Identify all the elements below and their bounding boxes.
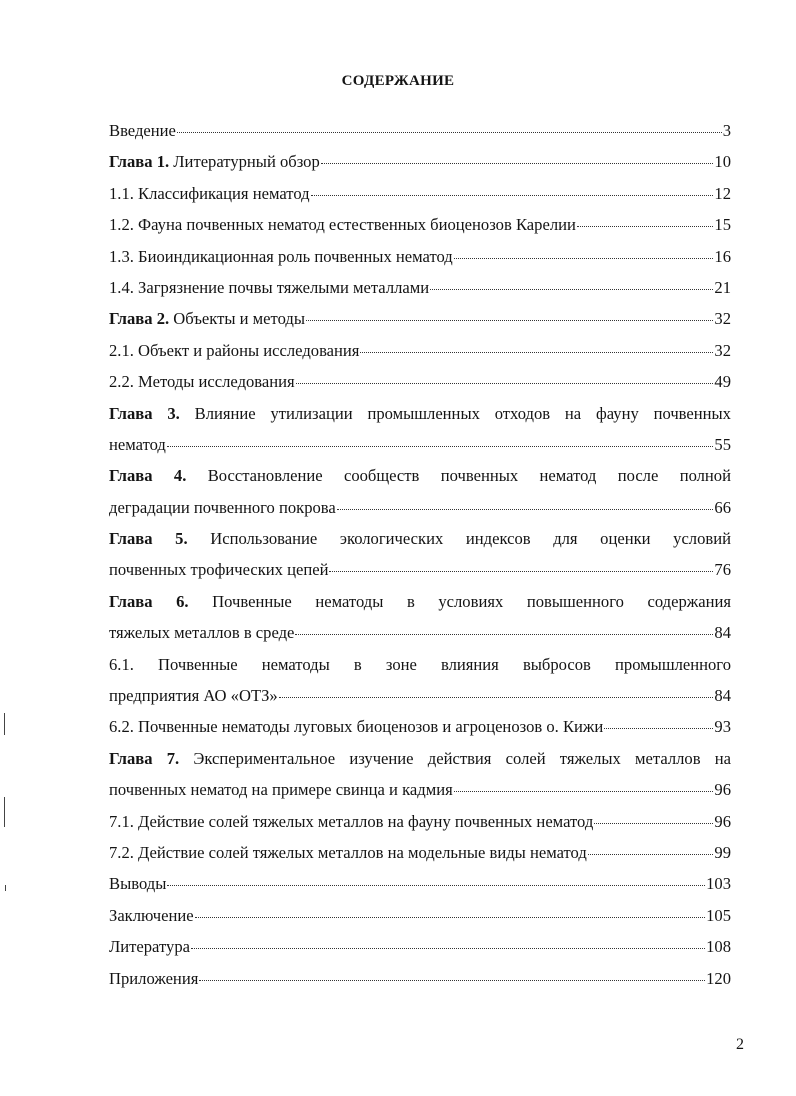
toc-leader-dots	[311, 195, 714, 196]
toc-entry-title: Использование экологических индексов для оценки условий	[187, 529, 731, 549]
toc-entry-page: 84	[714, 686, 731, 706]
toc-entry-chapter: Глава 1.	[109, 152, 170, 172]
toc-entry-page: 105	[706, 905, 731, 925]
toc-entry-title-cont: почвенных нематод на примере свинца и кадмия	[109, 780, 453, 800]
toc-entry-title: Объекты и методы	[169, 309, 305, 329]
toc-entry	[109, 181, 731, 212]
toc-entry-chapter: Глава 4.	[109, 466, 187, 486]
toc-entry	[109, 369, 731, 400]
toc-entry-line	[109, 557, 731, 588]
toc-entry	[109, 809, 731, 840]
toc-entry-page: 55	[714, 434, 731, 454]
toc-entry-title: 6.2. Почвенные нематоды луговых биоценозов и агроценозов о. Кижи	[109, 717, 604, 737]
toc-leader-dots	[594, 823, 713, 824]
toc-leader-dots	[604, 728, 713, 729]
toc-entry-line	[109, 589, 731, 620]
toc-entry-label	[109, 149, 320, 175]
toc-entry-label	[109, 934, 190, 960]
toc-entry-title-cont: почвенных трофических цепей	[109, 560, 329, 580]
toc-entry-page: 16	[714, 246, 731, 266]
toc-entry-title: 6.1. Почвенные нематоды в зоне влияния выбросов промышленного	[109, 654, 731, 674]
toc-leader-dots	[329, 571, 713, 572]
toc-entry-chapter: Глава 6.	[109, 591, 189, 611]
toc-entry-title: 7.2. Действие солей тяжелых металлов на модельные виды нематод	[109, 842, 587, 862]
toc-entry-label	[109, 338, 359, 364]
toc-entry	[109, 934, 731, 965]
toc-entry	[109, 871, 731, 902]
toc-entry	[109, 244, 731, 275]
toc-entry-page: 3	[722, 121, 731, 140]
toc-leader-dots	[195, 917, 705, 918]
toc-leader-dots	[306, 320, 713, 321]
toc-entry-page: 15	[714, 215, 731, 235]
toc-entry-line	[109, 463, 731, 494]
toc-entry-line	[109, 777, 731, 808]
toc-entry	[109, 966, 731, 997]
toc-entry-chapter: Глава 2.	[109, 309, 170, 329]
table-of-contents	[109, 118, 731, 997]
toc-entry-label	[109, 714, 603, 740]
toc-leader-dots	[199, 980, 705, 981]
toc-leader-dots	[279, 697, 714, 698]
toc-entry-page: 96	[714, 811, 731, 831]
toc-leader-dots	[454, 258, 714, 259]
toc-entry-title: Литература	[109, 937, 190, 957]
toc-entry-title: Восстановление сообществ почвенных нематод после полной	[186, 466, 731, 486]
toc-entry-page: 99	[714, 842, 731, 862]
toc-entry-label	[109, 871, 166, 897]
toc-leader-dots	[577, 226, 714, 227]
toc-entry-page: 49	[714, 372, 731, 392]
toc-entry-page: 32	[714, 309, 731, 329]
toc-entry-label	[109, 181, 310, 207]
toc-leader-dots	[430, 289, 713, 290]
toc-entry-line	[109, 526, 731, 557]
toc-entry-page: 93	[714, 717, 731, 737]
toc-leader-dots	[295, 634, 713, 635]
toc-entry-line	[109, 620, 731, 651]
toc-leader-dots	[454, 791, 714, 792]
toc-entry-page: 103	[706, 874, 731, 894]
toc-entry-title: Литературный обзор	[169, 152, 320, 172]
toc-entry-title: Экспериментальное изучение действия солей тяжелых металлов на	[179, 748, 731, 768]
toc-entry-chapter: Глава 5.	[109, 529, 188, 549]
toc-entry-page: 76	[714, 560, 731, 580]
toc-entry-title: 2.2. Методы исследования	[109, 372, 295, 392]
toc-entry	[109, 840, 731, 871]
scan-mark	[4, 713, 5, 735]
toc-entry-title-cont: деградации почвенного покрова	[109, 497, 336, 517]
scan-mark	[5, 885, 6, 891]
toc-entry	[109, 212, 731, 243]
toc-entry-title: Почвенные нематоды в условиях повышенного содержания	[188, 591, 731, 611]
toc-entry-title: 1.3. Биоиндикационная роль почвенных нематод	[109, 246, 453, 266]
toc-entry-page: 10	[714, 152, 731, 172]
toc-entry-title: Приложения	[109, 968, 199, 988]
toc-entry-page: 84	[714, 623, 731, 643]
page-number: 2	[736, 1036, 744, 1053]
toc-leader-dots	[167, 885, 705, 886]
toc-entry-line	[109, 401, 731, 432]
toc-entry-title: Введение	[109, 121, 176, 140]
toc-entry-page: 120	[706, 968, 731, 988]
toc-entry-label	[109, 306, 305, 332]
toc-entry	[109, 149, 731, 180]
toc-entry-line	[109, 746, 731, 777]
toc-entry-title: 1.4. Загрязнение почвы тяжелыми металлами	[109, 277, 430, 297]
toc-entry-title: Влияние утилизации промышленных отходов на фауну почвенных	[179, 403, 731, 423]
toc-entry	[109, 338, 731, 369]
toc-entry-label	[109, 903, 194, 929]
toc-entry-page: 66	[714, 497, 731, 517]
toc-entry-title: 1.1. Классификация нематод	[109, 183, 310, 203]
toc-leader-dots	[191, 948, 705, 949]
toc-entry-page: 108	[706, 937, 731, 957]
toc-entry-label	[109, 966, 198, 992]
toc-entry-label	[109, 212, 576, 238]
toc-leader-dots	[167, 446, 714, 447]
toc-entry-title: Выводы	[109, 874, 167, 894]
toc-entry	[109, 118, 731, 149]
toc-entry	[109, 275, 731, 306]
toc-entry-title: 1.2. Фауна почвенных нематод естественных биоценозов Карелии	[109, 215, 576, 235]
toc-entry-title: 7.1. Действие солей тяжелых металлов на фауну почвенных нематод	[109, 811, 594, 831]
toc-entry-label	[109, 840, 587, 866]
toc-entry-title: 2.1. Объект и районы исследования	[109, 340, 360, 360]
toc-entry-page: 21	[714, 277, 731, 297]
toc-entry-page: 12	[714, 183, 731, 203]
toc-leader-dots	[177, 132, 722, 133]
toc-entry-page: 32	[714, 340, 731, 360]
toc-leader-dots	[360, 352, 713, 353]
toc-entry-label	[109, 369, 295, 395]
toc-leader-dots	[321, 163, 714, 164]
toc-leader-dots	[337, 509, 714, 510]
page-title: СОДЕРЖАНИЕ	[341, 73, 455, 89]
toc-entry-line	[109, 683, 731, 714]
toc-entry-title-cont: тяжелых металлов в среде	[109, 623, 295, 643]
toc-leader-dots	[296, 383, 714, 384]
toc-entry-line	[109, 432, 731, 463]
toc-entry	[109, 903, 731, 934]
toc-entry-title-cont: нематод	[109, 434, 166, 454]
toc-entry-line	[109, 652, 731, 683]
toc-entry	[109, 306, 731, 337]
toc-entry-label	[109, 809, 593, 835]
toc-entry	[109, 714, 731, 745]
toc-entry-title-cont: предприятия АО «ОТЗ»	[109, 686, 278, 706]
toc-entry-title: Заключение	[109, 905, 194, 925]
toc-entry-label	[109, 275, 429, 301]
toc-entry-chapter: Глава 3.	[109, 403, 180, 423]
toc-entry-chapter: Глава 7.	[109, 748, 180, 768]
toc-entry-label	[109, 244, 453, 270]
scan-mark	[4, 797, 5, 827]
toc-entry-page: 96	[714, 780, 731, 800]
toc-entry-line	[109, 495, 731, 526]
toc-leader-dots	[588, 854, 714, 855]
toc-entry-label	[109, 118, 176, 144]
